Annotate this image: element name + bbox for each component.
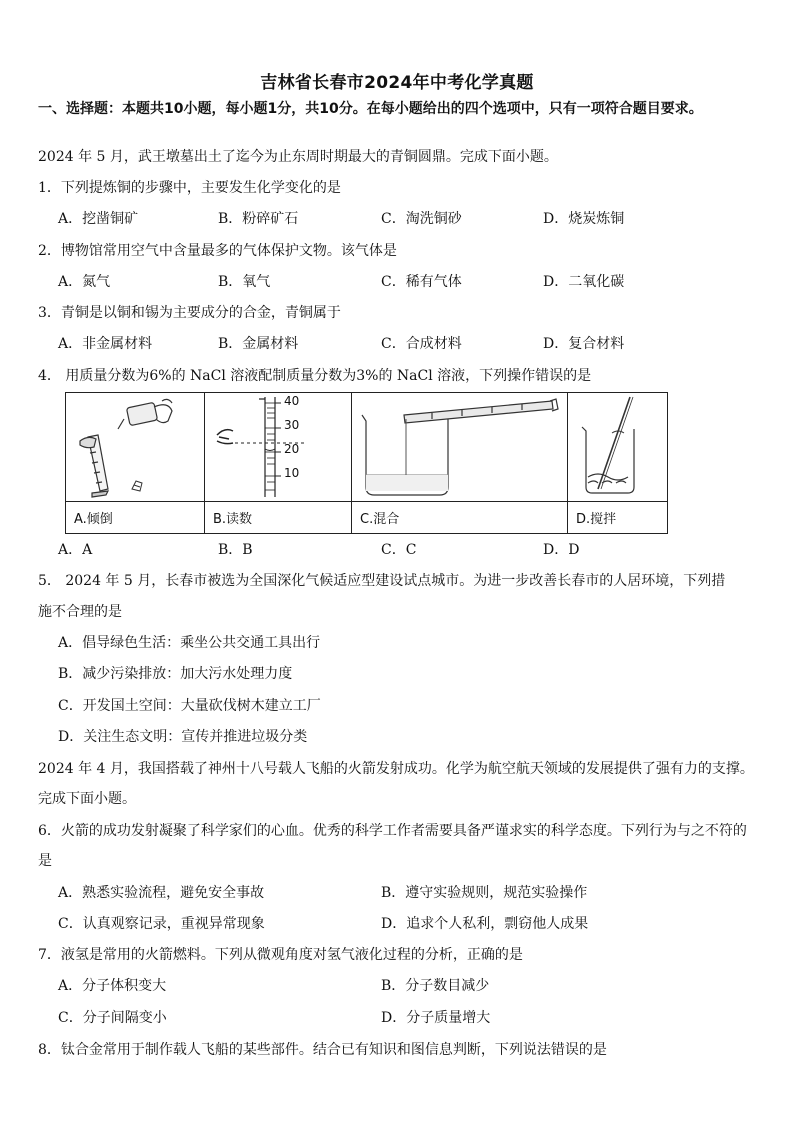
question-3-option-b[interactable]: B．金属材料 [218,336,299,352]
reading-illustration [205,393,351,501]
intro-text-2: 2024 年 4 月，我国搭载了神州十八号载人飞船的火箭发射成功。化学为航空航天领域的发展提供了强有力的支撑。完成下面小题。 [38,761,754,807]
question-6-stem: 6．火箭的成功发射凝聚了科学家们的心血。优秀的科学工作者需要具备严谨求实的科学态度。下列行为与之不符的是 [38,823,747,869]
question-4-option-b[interactable]: B．B [218,542,253,558]
scale-label-30: 30 [284,418,300,432]
question-3-option-d[interactable]: D．复合材料 [543,336,625,352]
question-6-option-d[interactable]: D．追求个人私利，剽窃他人成果 [381,916,589,932]
figure-mixing [352,393,568,502]
question-4-option-a[interactable]: A．A [58,542,93,558]
scale-label-20: 20 [284,442,300,456]
question-5-stem-line-2: 施不合理的是 [38,604,122,620]
question-4-figure-table [65,392,668,534]
question-4-option-c[interactable]: C．C [381,542,417,558]
question-2-option-d[interactable]: D．二氧化碳 [543,274,625,290]
intro-text-1: 2024 年 5 月，武王墩墓出土了迄今为止东周时期最大的青铜圆鼎。完成下面小题。 [38,149,558,165]
question-1-option-c[interactable]: C．淘洗铜砂 [381,211,462,227]
question-7-option-d[interactable]: D．分子质量增大 [381,1010,491,1026]
question-2-stem: 2．博物馆常用空气中含量最多的气体保护文物。该气体是 [38,243,397,259]
question-7-option-a[interactable]: A．分子体积变大 [58,978,167,994]
question-1-option-d[interactable]: D．烧炭炼铜 [543,211,625,227]
question-8-stem: 8．钛合金常用于制作载人飞船的某些部件。结合已有知识和图信息判断，下列说法错误的是 [38,1042,607,1058]
caption-b: B.读数 [205,502,352,534]
question-7-option-c[interactable]: C．分子间隔变小 [58,1010,167,1026]
caption-c: C.混合 [352,502,568,534]
mixing-illustration [352,393,567,501]
question-7-stem: 7．液氢是常用的火箭燃料。下列从微观角度对氢气液化过程的分析，正确的是 [38,947,523,963]
question-1-stem: 1．下列提炼铜的步骤中，主要发生化学变化的是 [38,180,341,196]
question-3-option-c[interactable]: C．合成材料 [381,336,462,352]
scale-labels [284,395,299,491]
section-heading: 一、选择题：本题共10小题，每小题1分，共10分。在每小题给出的四个选项中，只有一项符合题目要求。 [38,101,703,117]
question-4-option-d[interactable]: D．D [543,542,580,558]
question-3-stem: 3．青铜是以铜和锡为主要成分的合金，青铜属于 [38,305,341,321]
figure-reading [205,393,352,502]
question-2-option-a[interactable]: A．氮气 [58,274,111,290]
question-6-option-b[interactable]: B．遵守实验规则，规范实验操作 [381,885,588,901]
question-1-option-b[interactable]: B．粉碎矿石 [218,211,299,227]
question-6-option-a[interactable]: A．熟悉实验流程，避免安全事故 [58,885,265,901]
scale-label-40: 40 [284,394,300,408]
question-5-option-d[interactable]: D．关注生态文明：宣传并推进垃圾分类 [58,729,308,745]
caption-a: A.倾倒 [66,502,205,534]
figure-pouring [66,393,205,502]
question-5-stem-line-1: 5． 2024 年 5 月，长春市被选为全国深化气候适应型建设试点城市。为进一步改善长春市的人居环境，下列措 [38,573,726,589]
question-3-option-a[interactable]: A．非金属材料 [58,336,153,352]
scale-label-10: 10 [284,466,300,480]
question-7-option-b[interactable]: B．分子数目减少 [381,978,490,994]
question-5-option-c[interactable]: C．开发国土空间：大量砍伐树木建立工厂 [58,698,321,714]
question-4-stem: 4． 用质量分数为6%的 NaCl 溶液配制质量分数为3%的 NaCl 溶液，下列操作错误的是 [38,368,592,384]
question-5-option-a[interactable]: A．倡导绿色生活：乘坐公共交通工具出行 [58,635,321,651]
question-2-option-b[interactable]: B．氧气 [218,274,271,290]
stirring-illustration [568,393,667,501]
caption-d: D.搅拌 [568,502,668,534]
question-2-option-c[interactable]: C．稀有气体 [381,274,462,290]
pouring-illustration [66,393,204,501]
figure-stirring [568,393,668,502]
question-5-option-b[interactable]: B．减少污染排放：加大污水处理力度 [58,666,293,682]
question-1-option-a[interactable]: A．挖凿铜矿 [58,211,139,227]
question-6-option-c[interactable]: C．认真观察记录，重视异常现象 [58,916,265,932]
page-title: 吉林省长春市2024年中考化学真题 [260,73,534,93]
